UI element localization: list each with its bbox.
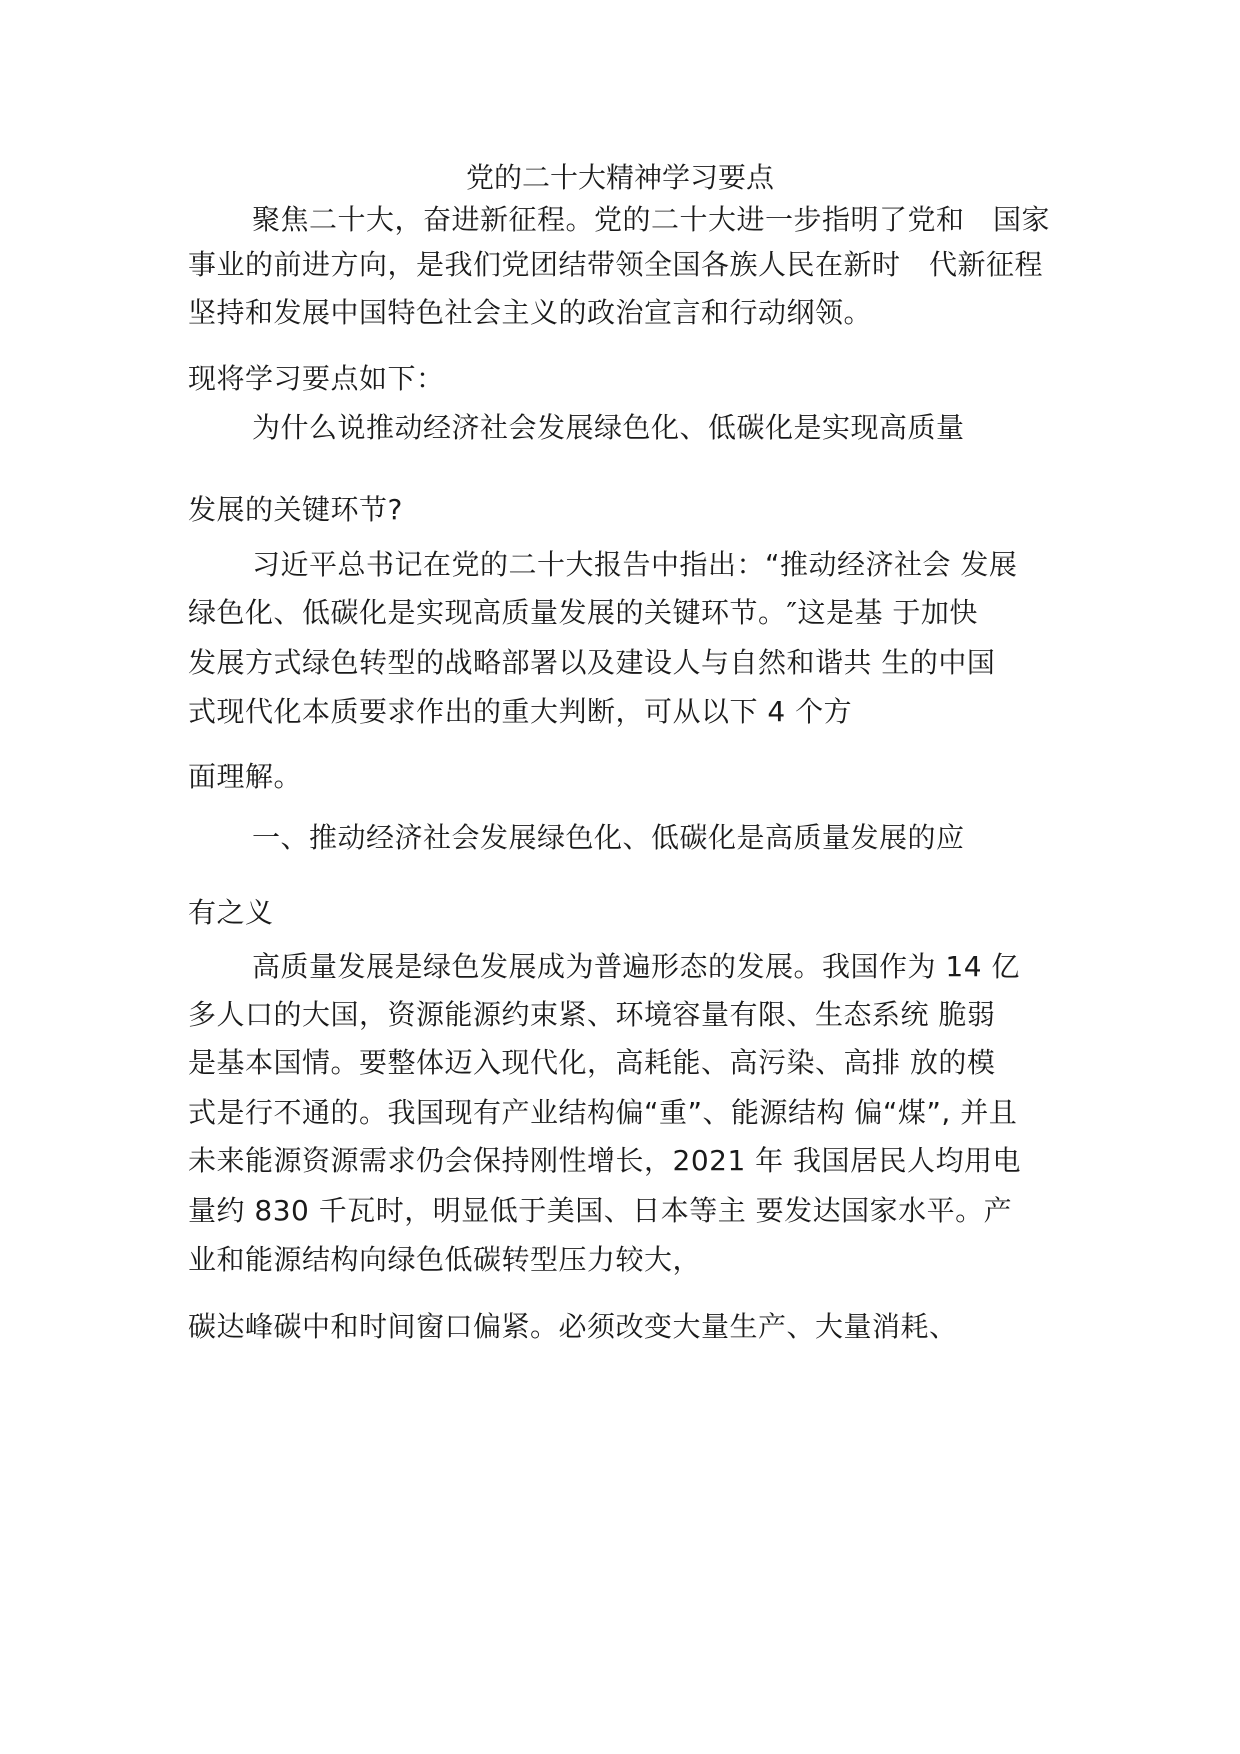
paragraph-line: 高质量发展是绿色发展成为普遍形态的发展。我国作为 14 亿 [252,950,1020,983]
page-title: 党的二十大精神学习要点 [465,161,774,194]
section-heading-line: 为什么说推动经济社会发展绿色化、低碳化是实现高质量 [252,411,965,444]
paragraph-line: 量约 830 千瓦时，明显低于美国、日本等主 要发达国家水平。产 [188,1194,1013,1227]
paragraph-line: 式现代化本质要求作出的重大判断，可从以下 4 个方 [188,695,853,728]
paragraph-line: 发展方式绿色转型的战略部署以及建设人与自然和谐共 生的中国 [188,646,996,679]
paragraph-line: 式是行不通的。我国现有产业结构偏“重”、能源结构 偏“煤”, 并且 [188,1096,1018,1129]
paragraph-line: 绿色化、低碳化是实现高质量发展的关键环节。″这是基 于加快 [188,596,978,629]
section-heading-line: 发展的关键环节? [188,493,403,526]
paragraph-line: 面理解。 [188,760,303,793]
paragraph-line: 现将学习要点如下： [188,362,445,395]
section-heading-line: 一、推动经济社会发展绿色化、低碳化是高质量发展的应 [252,821,965,854]
paragraph-line: 习近平总书记在党的二十大报告中指出：“推动经济社会 发展 [252,548,1018,581]
paragraph-line: 坚持和发展中国特色社会主义的政治宣言和行动纲领。 [188,296,873,329]
paragraph-line: 聚焦二十大，奋进新征程。党的二十大进一步指明了党和 国家 [252,203,1051,236]
paragraph-line: 是基本国情。要整体迈入现代化，高耗能、高污染、高排 放的模 [188,1046,996,1079]
paragraph-line: 碳达峰碳中和时间窗口偏紧。必须改变大量生产、大量消耗、 [188,1310,958,1343]
paragraph-line: 未来能源资源需求仍会保持刚性增长，2021 年 我国居民人均用电 [188,1144,1022,1177]
paragraph-line: 多人口的大国，资源能源约束紧、环境容量有限、生态系统 脆弱 [188,998,996,1031]
section-heading-line: 有之义 [188,896,274,929]
paragraph-line: 事业的前进方向，是我们党团结带领全国各族人民在新时 代新征程 [188,248,1044,281]
paragraph-line: 业和能源结构向绿色低碳转型压力较大， [188,1243,702,1276]
